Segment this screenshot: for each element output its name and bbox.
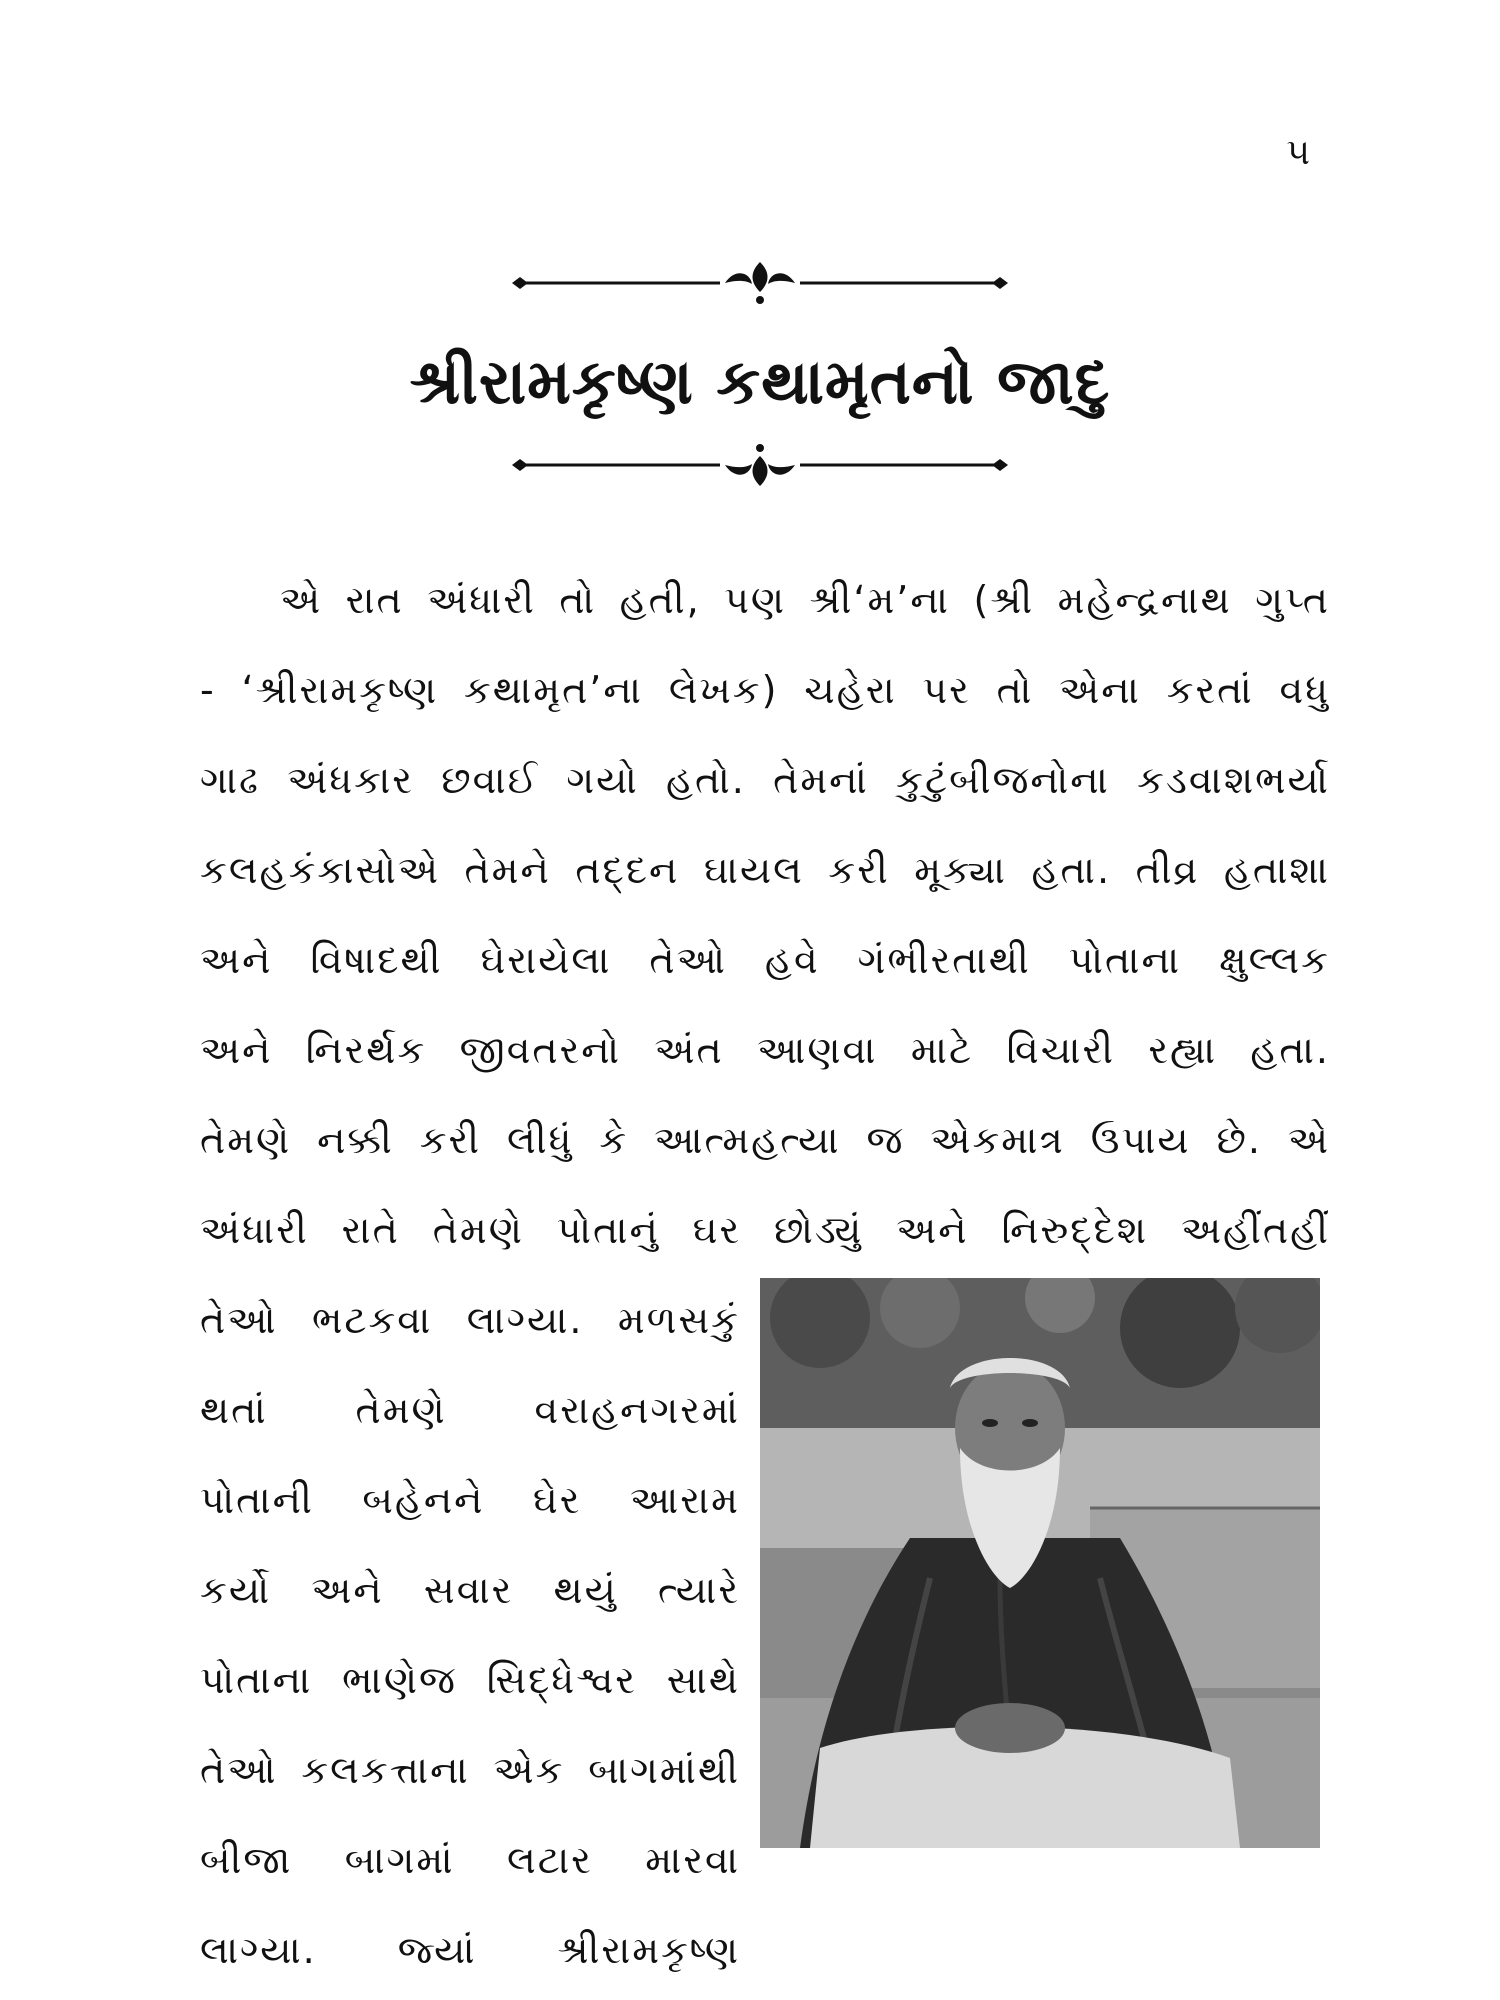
side-line: તેઓ કલકત્તાના એક બાગમાંથી <box>200 1748 740 1792</box>
side-line: કર્યો અને સવાર થયું ત્યારે <box>200 1568 740 1612</box>
page-number: ૫ <box>1286 132 1310 173</box>
side-line: થતાં તેમણે વરાહનગરમાં <box>200 1388 740 1432</box>
body-line: એ રાત અંધારી તો હતી, પણ શ્રી‘મ’ના (શ્રી મહેન્દ્રનાથ ગુપ્ત <box>280 578 1330 622</box>
portrait-photo <box>760 1278 1320 1848</box>
body-line: તેમણે નક્કી કરી લીધું કે આત્મહત્યા જ એકમાત્ર ઉપાય છે. એ <box>200 1118 1330 1162</box>
side-line: પોતાના ભાણેજ સિદ્ધેશ્વર સાથે <box>200 1658 740 1702</box>
body-line: અને વિષાદથી ઘેરાયેલા તેઓ હવે ગંભીરતાથી પોતાના ક્ષુલ્લક <box>200 938 1330 982</box>
chapter-title: શ્રીરામકૃષ્ણ કથામૃતનો જાદુ <box>409 345 1111 418</box>
side-line: લાગ્યા. જ્યાં શ્રીરામકૃષ્ણ <box>200 1928 740 1972</box>
body-line: અંધારી રાતે તેમણે પોતાનું ઘર છોડ્યું અને નિરુદ્દેશ અહીંતહીં <box>200 1208 1330 1252</box>
body-line: ગાઢ અંધકાર છવાઈ ગયો હતો. તેમનાં કુટુંબીજનોના કડવાશભર્યા <box>200 758 1330 802</box>
side-line: પોતાની બહેનને ઘેર આરામ <box>200 1478 740 1522</box>
top-ornament-divider <box>500 258 1020 308</box>
bottom-ornament-divider <box>500 440 1020 490</box>
side-line: તેઓ ભટકવા લાગ્યા. મળસકું <box>200 1298 740 1342</box>
body-line: અને નિરર્થક જીવતરનો અંત આણવા માટે વિચારી રહ્યા હતા. <box>200 1028 1330 1072</box>
side-line: બીજા બાગમાં લટાર મારવા <box>200 1838 740 1882</box>
side-paragraph <box>200 1275 740 1995</box>
body-line: કલહકંકાસોએ તેમને તદ્દન ઘાયલ કરી મૂક્યા હતા. તીવ્ર હતાશા <box>200 848 1330 892</box>
body-paragraph <box>200 555 1330 1275</box>
body-line: - ‘શ્રીરામકૃષ્ણ કથામૃત’ના લેખક) ચહેરા પર તો એના કરતાં વધુ <box>200 668 1330 712</box>
